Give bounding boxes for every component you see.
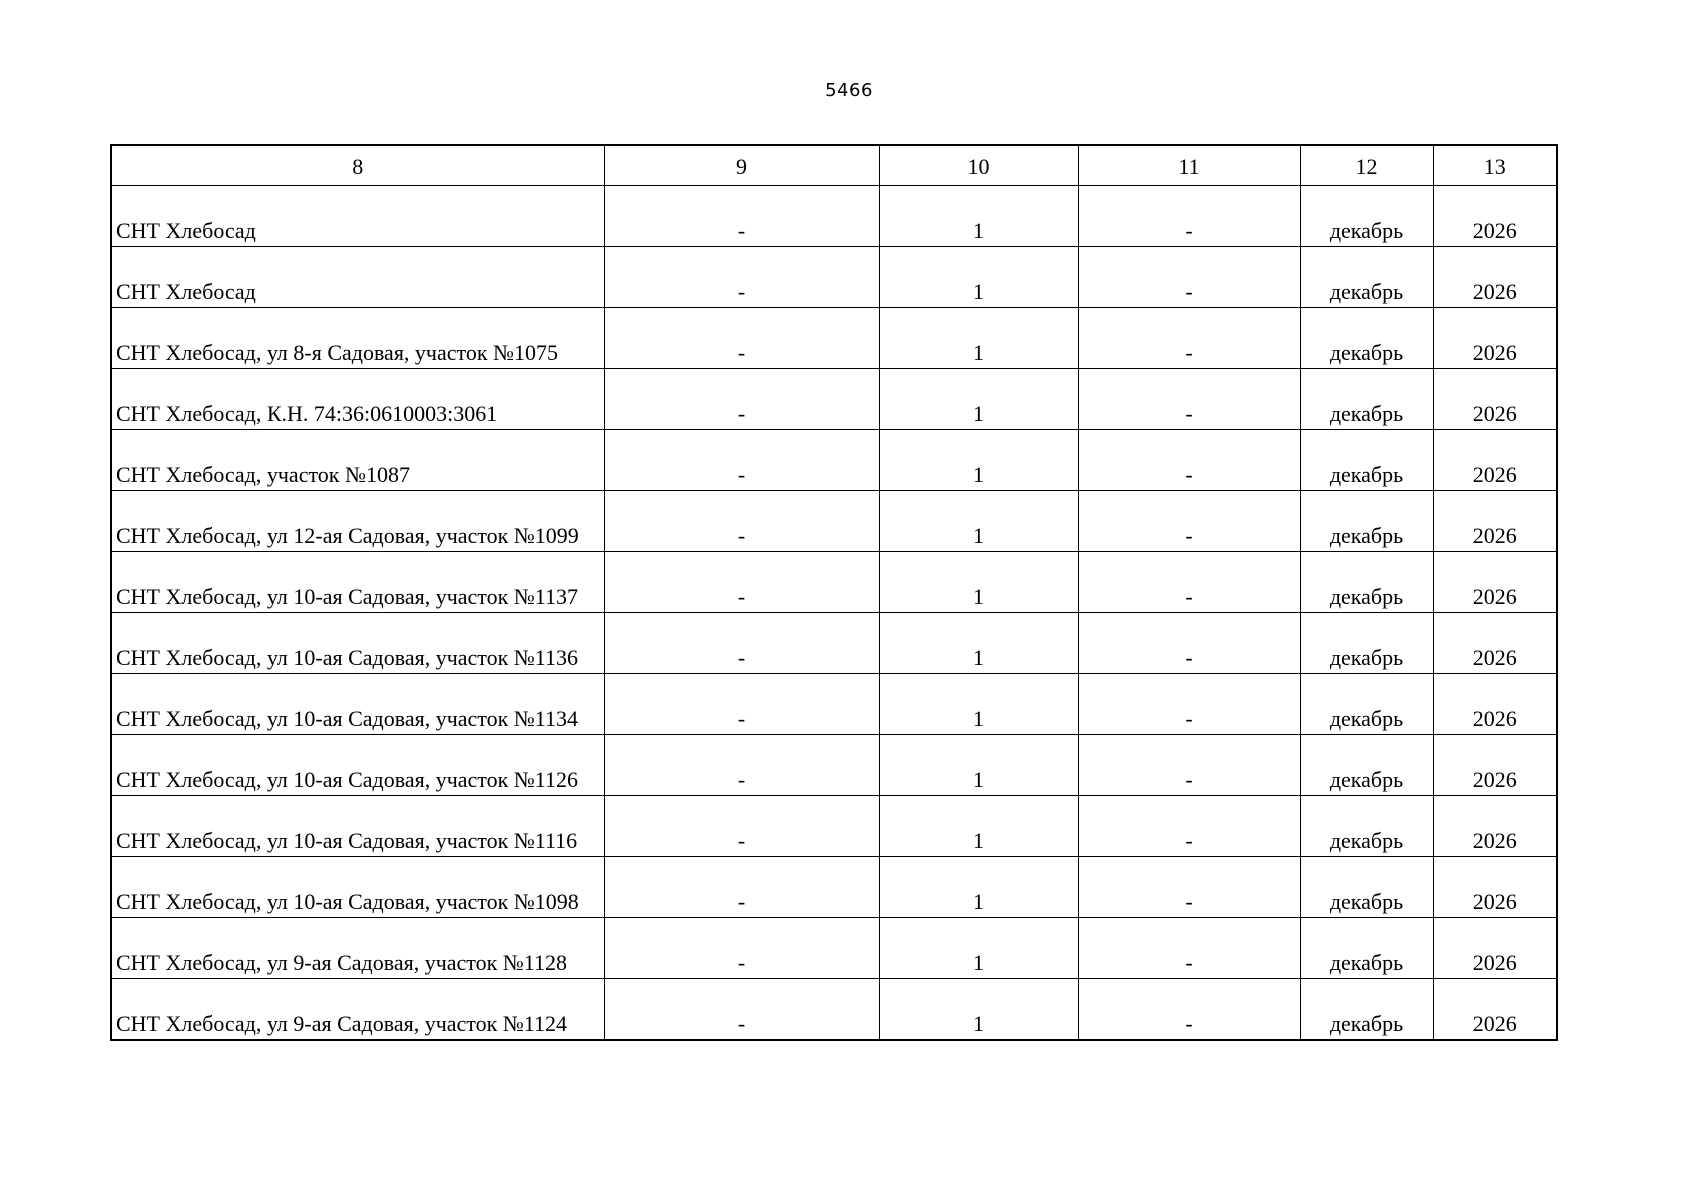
col-11-cell: - <box>1078 979 1300 1041</box>
col-10-cell: 1 <box>879 308 1078 369</box>
table-row <box>111 491 1557 552</box>
address-cell: СНТ Хлебосад, ул 12-ая Садовая, участок №1099 <box>111 491 604 552</box>
col-10-cell: 1 <box>879 979 1078 1041</box>
col-11-cell: - <box>1078 735 1300 796</box>
address-cell: СНТ Хлебосад, ул 9-ая Садовая, участок №1124 <box>111 979 604 1041</box>
col-12-cell: декабрь <box>1300 979 1433 1041</box>
col-9-cell: - <box>604 918 879 979</box>
table-body <box>111 186 1557 1041</box>
column-header-12: 12 <box>1300 145 1433 186</box>
col-10-cell: 1 <box>879 857 1078 918</box>
col-11-cell: - <box>1078 918 1300 979</box>
address-cell: СНТ Хлебосад, ул 10-ая Садовая, участок №1136 <box>111 613 604 674</box>
col-12-cell: декабрь <box>1300 308 1433 369</box>
col-10-cell: 1 <box>879 735 1078 796</box>
col-9-cell: - <box>604 674 879 735</box>
data-table <box>110 144 1558 1041</box>
col-10-cell: 1 <box>879 491 1078 552</box>
col-9-cell: - <box>604 430 879 491</box>
col-11-cell: - <box>1078 674 1300 735</box>
col-13-cell: 2026 <box>1433 369 1557 430</box>
col-9-cell: - <box>604 552 879 613</box>
col-9-cell: - <box>604 796 879 857</box>
table-row <box>111 430 1557 491</box>
address-cell: СНТ Хлебосад, ул 10-ая Садовая, участок №1098 <box>111 857 604 918</box>
col-13-cell: 2026 <box>1433 491 1557 552</box>
col-12-cell: декабрь <box>1300 613 1433 674</box>
col-9-cell: - <box>604 857 879 918</box>
table-row <box>111 918 1557 979</box>
col-10-cell: 1 <box>879 186 1078 247</box>
address-cell: СНТ Хлебосад <box>111 247 604 308</box>
col-12-cell: декабрь <box>1300 735 1433 796</box>
col-9-cell: - <box>604 186 879 247</box>
col-12-cell: декабрь <box>1300 674 1433 735</box>
address-cell: СНТ Хлебосад, ул 10-ая Садовая, участок №1134 <box>111 674 604 735</box>
col-9-cell: - <box>604 308 879 369</box>
col-11-cell: - <box>1078 613 1300 674</box>
col-13-cell: 2026 <box>1433 735 1557 796</box>
address-cell: СНТ Хлебосад, ул 10-ая Садовая, участок №1137 <box>111 552 604 613</box>
col-9-cell: - <box>604 247 879 308</box>
col-13-cell: 2026 <box>1433 857 1557 918</box>
col-11-cell: - <box>1078 308 1300 369</box>
col-9-cell: - <box>604 369 879 430</box>
col-13-cell: 2026 <box>1433 918 1557 979</box>
address-cell: СНТ Хлебосад, участок №1087 <box>111 430 604 491</box>
col-10-cell: 1 <box>879 430 1078 491</box>
col-11-cell: - <box>1078 247 1300 308</box>
col-12-cell: декабрь <box>1300 247 1433 308</box>
col-12-cell: декабрь <box>1300 369 1433 430</box>
col-10-cell: 1 <box>879 918 1078 979</box>
col-10-cell: 1 <box>879 369 1078 430</box>
col-11-cell: - <box>1078 369 1300 430</box>
column-header-8: 8 <box>111 145 604 186</box>
col-10-cell: 1 <box>879 552 1078 613</box>
col-11-cell: - <box>1078 430 1300 491</box>
column-header-11: 11 <box>1078 145 1300 186</box>
table-row <box>111 674 1557 735</box>
col-13-cell: 2026 <box>1433 796 1557 857</box>
col-12-cell: декабрь <box>1300 796 1433 857</box>
page-number: 5466 <box>825 80 873 101</box>
table-row <box>111 308 1557 369</box>
col-9-cell: - <box>604 491 879 552</box>
col-10-cell: 1 <box>879 613 1078 674</box>
address-cell: СНТ Хлебосад, ул 9-ая Садовая, участок №1128 <box>111 918 604 979</box>
table-row <box>111 552 1557 613</box>
col-11-cell: - <box>1078 491 1300 552</box>
col-13-cell: 2026 <box>1433 552 1557 613</box>
table-header-row <box>111 145 1557 186</box>
table-row <box>111 735 1557 796</box>
table-row <box>111 369 1557 430</box>
address-cell: СНТ Хлебосад, К.Н. 74:36:0610003:3061 <box>111 369 604 430</box>
col-13-cell: 2026 <box>1433 247 1557 308</box>
col-13-cell: 2026 <box>1433 979 1557 1041</box>
address-cell: СНТ Хлебосад, ул 8-я Садовая, участок №1075 <box>111 308 604 369</box>
col-13-cell: 2026 <box>1433 613 1557 674</box>
col-11-cell: - <box>1078 552 1300 613</box>
col-12-cell: декабрь <box>1300 857 1433 918</box>
col-10-cell: 1 <box>879 247 1078 308</box>
col-11-cell: - <box>1078 857 1300 918</box>
col-13-cell: 2026 <box>1433 430 1557 491</box>
table-row <box>111 979 1557 1041</box>
address-cell: СНТ Хлебосад <box>111 186 604 247</box>
col-11-cell: - <box>1078 796 1300 857</box>
table-row <box>111 613 1557 674</box>
col-12-cell: декабрь <box>1300 430 1433 491</box>
col-13-cell: 2026 <box>1433 308 1557 369</box>
col-12-cell: декабрь <box>1300 491 1433 552</box>
column-header-13: 13 <box>1433 145 1557 186</box>
column-header-10: 10 <box>879 145 1078 186</box>
col-12-cell: декабрь <box>1300 918 1433 979</box>
col-13-cell: 2026 <box>1433 186 1557 247</box>
table-row <box>111 186 1557 247</box>
col-10-cell: 1 <box>879 796 1078 857</box>
address-cell: СНТ Хлебосад, ул 10-ая Садовая, участок №1126 <box>111 735 604 796</box>
col-12-cell: декабрь <box>1300 552 1433 613</box>
address-cell: СНТ Хлебосад, ул 10-ая Садовая, участок №1116 <box>111 796 604 857</box>
col-9-cell: - <box>604 735 879 796</box>
col-12-cell: декабрь <box>1300 186 1433 247</box>
table-row <box>111 857 1557 918</box>
table-row <box>111 247 1557 308</box>
col-10-cell: 1 <box>879 674 1078 735</box>
col-13-cell: 2026 <box>1433 674 1557 735</box>
column-header-9: 9 <box>604 145 879 186</box>
col-9-cell: - <box>604 979 879 1041</box>
col-9-cell: - <box>604 613 879 674</box>
table-row <box>111 796 1557 857</box>
col-11-cell: - <box>1078 186 1300 247</box>
